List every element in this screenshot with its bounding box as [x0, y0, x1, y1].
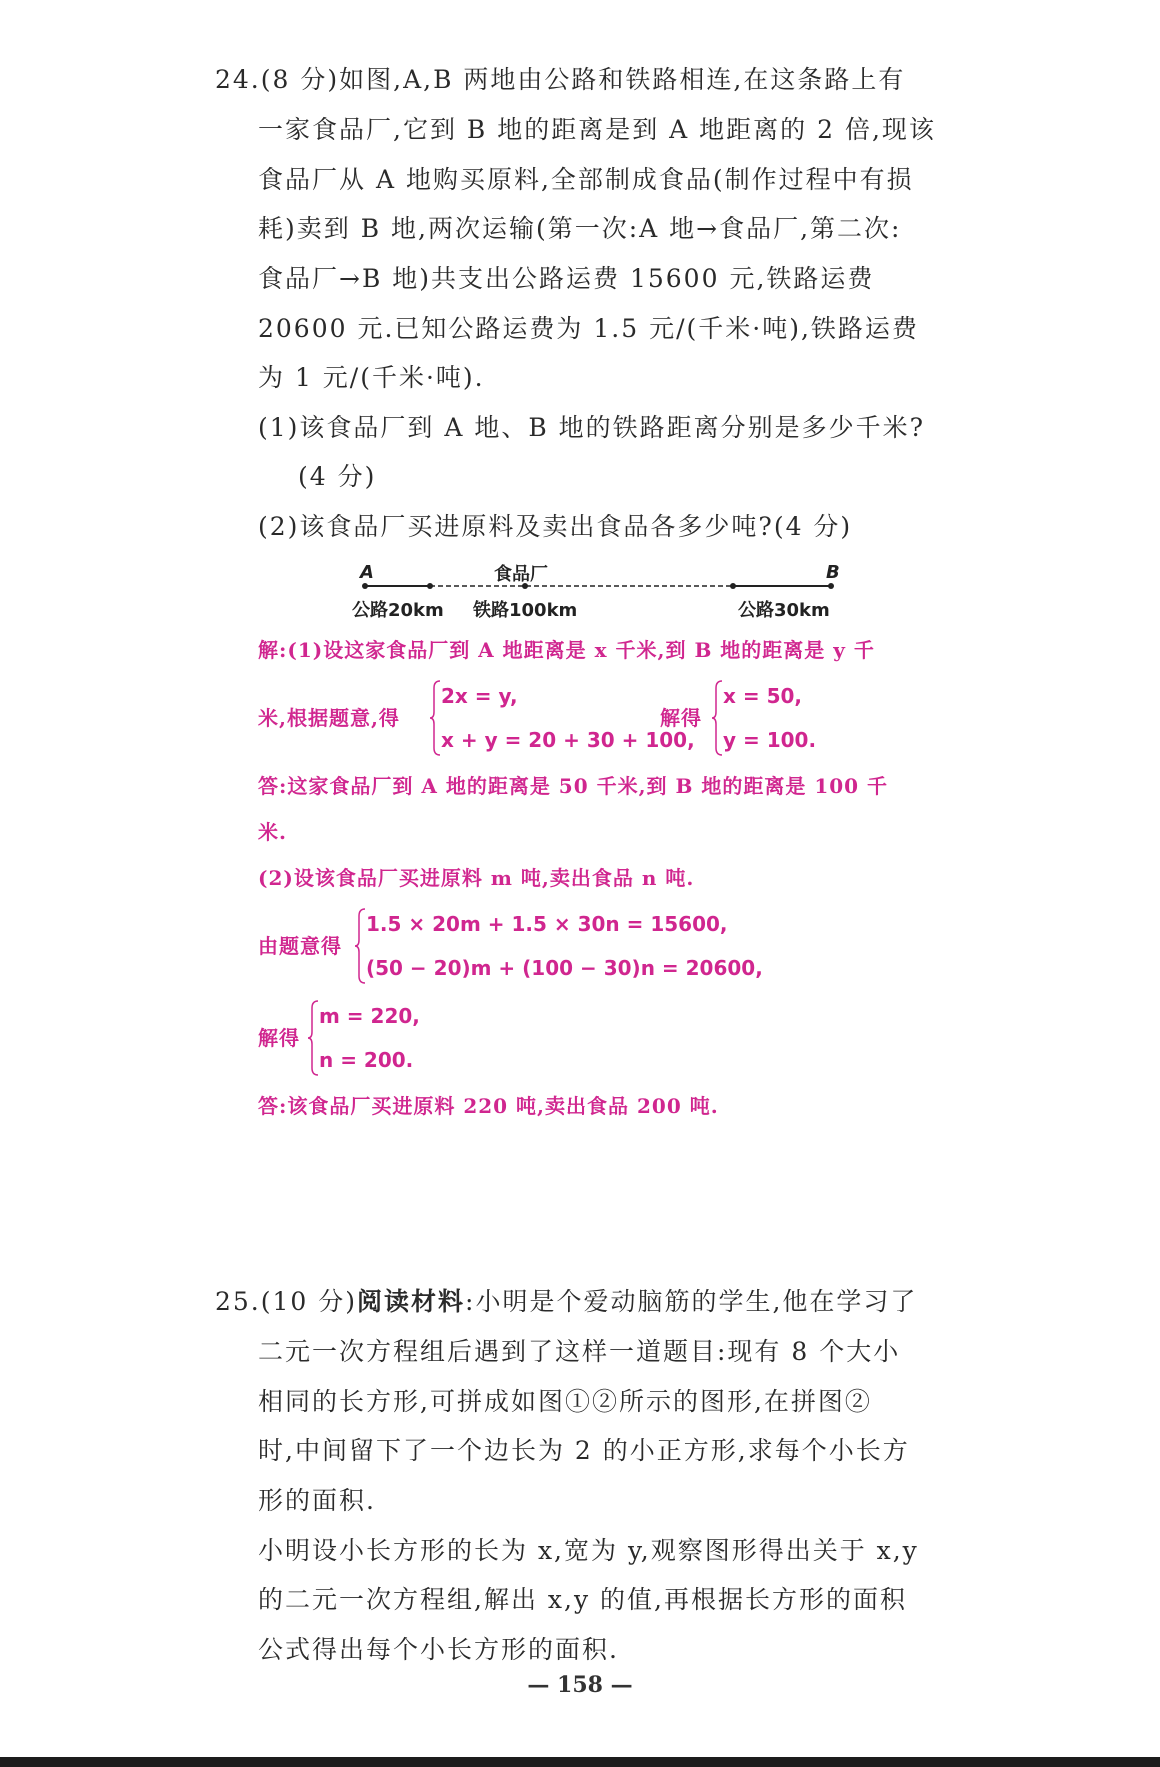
sys2-eq2: y = 100.	[723, 728, 817, 752]
part-2-prefix: 由题意得	[258, 934, 342, 958]
answer-2: 答:该食品厂买进原料 220 吨,卖出食品 200 吨.	[258, 1094, 719, 1118]
q25-line-6: 小明设小长方形的长为 x,宽为 y,观察图形得出关于 x,y	[258, 1536, 919, 1565]
equation-system-4	[307, 1000, 437, 1076]
sys4-eq2: n = 200.	[319, 1048, 414, 1072]
q24-line-1: 24.(8 分)如图,A,B 两地由公路和铁路相连,在这条路上有	[215, 65, 906, 94]
part-2-intro: (2)设该食品厂买进原料 m 吨,卖出食品 n 吨.	[258, 866, 695, 890]
route-diagram-lines	[355, 578, 845, 594]
solution-line-2-prefix: 米,根据题意,得	[258, 706, 400, 730]
label-factory: 食品厂	[494, 564, 548, 585]
label-road-30km: 公路30km	[738, 600, 830, 621]
label-road-20km: 公路20km	[352, 600, 444, 621]
q24-line-2: 一家食品厂,它到 B 地的距离是到 A 地距离的 2 倍,现该	[258, 115, 936, 144]
sys2-eq1: x = 50,	[723, 684, 803, 708]
q25-reading-material-label: 阅读材料	[357, 1287, 466, 1316]
brace-icon	[711, 680, 723, 756]
answer-1-line-1: 答:这家食品厂到 A 地的距离是 50 千米,到 B 地的距离是 100 千	[258, 774, 889, 798]
bottom-bar	[0, 1757, 1160, 1767]
equation-system-2	[711, 680, 821, 756]
q24-sub1-line-1: (1)该食品厂到 A 地、B 地的铁路距离分别是多少千米?	[258, 413, 926, 442]
solve-label-1: 解得	[660, 706, 702, 730]
q24-line-6: 20600 元.已知公路运费为 1.5 元/(千米·吨),铁路运费	[258, 314, 919, 343]
brace-icon	[429, 680, 441, 756]
point-rail-start	[427, 583, 433, 589]
sys1-eq2: x + y = 20 + 30 + 100,	[441, 728, 695, 752]
label-b: B	[826, 562, 840, 583]
q25-number: 25.(10 分)	[215, 1287, 358, 1316]
brace-icon	[307, 1000, 319, 1076]
q24-line-5: 食品厂→B 地)共支出公路运费 15600 元,铁路运费	[258, 264, 875, 293]
q25-line-1-rest: :小明是个爱动脑筋的学生,他在学习了	[465, 1287, 918, 1316]
q25-line-1	[215, 1285, 917, 1319]
answer-1-line-2: 米.	[258, 820, 287, 844]
solution-line-1: 解:(1)设这家食品厂到 A 地距离是 x 千米,到 B 地的距离是 y 千	[258, 638, 875, 662]
sys3-eq2: (50 − 20)m + (100 − 30)n = 20600,	[366, 956, 763, 980]
point-a	[362, 583, 368, 589]
point-rail-end	[730, 583, 736, 589]
q24-line-3: 食品厂从 A 地购买原料,全部制成食品(制作过程中有损	[258, 165, 914, 194]
point-b	[828, 583, 834, 589]
q24-sub2: (2)该食品厂买进原料及卖出食品各多少吨?(4 分)	[258, 512, 853, 541]
label-rail-100km: 铁路100km	[473, 600, 578, 621]
sys3-eq1: 1.5 × 20m + 1.5 × 30n = 15600,	[366, 912, 728, 936]
q25-line-4: 时,中间留下了一个边长为 2 的小正方形,求每个小长方	[258, 1436, 910, 1465]
brace-icon	[354, 908, 366, 984]
sys4-eq1: m = 220,	[319, 1004, 420, 1028]
q25-line-3: 相同的长方形,可拼成如图①②所示的图形,在拼图②	[258, 1387, 872, 1416]
q24-line-7: 为 1 元/(千米·吨).	[258, 363, 485, 392]
solve-label-2: 解得	[258, 1026, 300, 1050]
page-number: — 158 —	[527, 1672, 633, 1698]
q24-sub1-line-2: (4 分)	[298, 462, 377, 491]
q25-line-8: 公式得出每个小长方形的面积.	[258, 1635, 619, 1664]
q25-line-2: 二元一次方程组后遇到了这样一道题目:现有 8 个大小	[258, 1337, 901, 1366]
label-a: A	[360, 562, 374, 583]
q24-line-4: 耗)卖到 B 地,两次运输(第一次:A 地→食品厂,第二次:	[258, 214, 902, 243]
sys1-eq1: 2x = y,	[441, 684, 518, 708]
equation-system-3	[354, 908, 763, 984]
q25-line-5: 形的面积.	[258, 1486, 376, 1515]
q25-line-7: 的二元一次方程组,解出 x,y 的值,再根据长方形的面积	[258, 1585, 907, 1614]
